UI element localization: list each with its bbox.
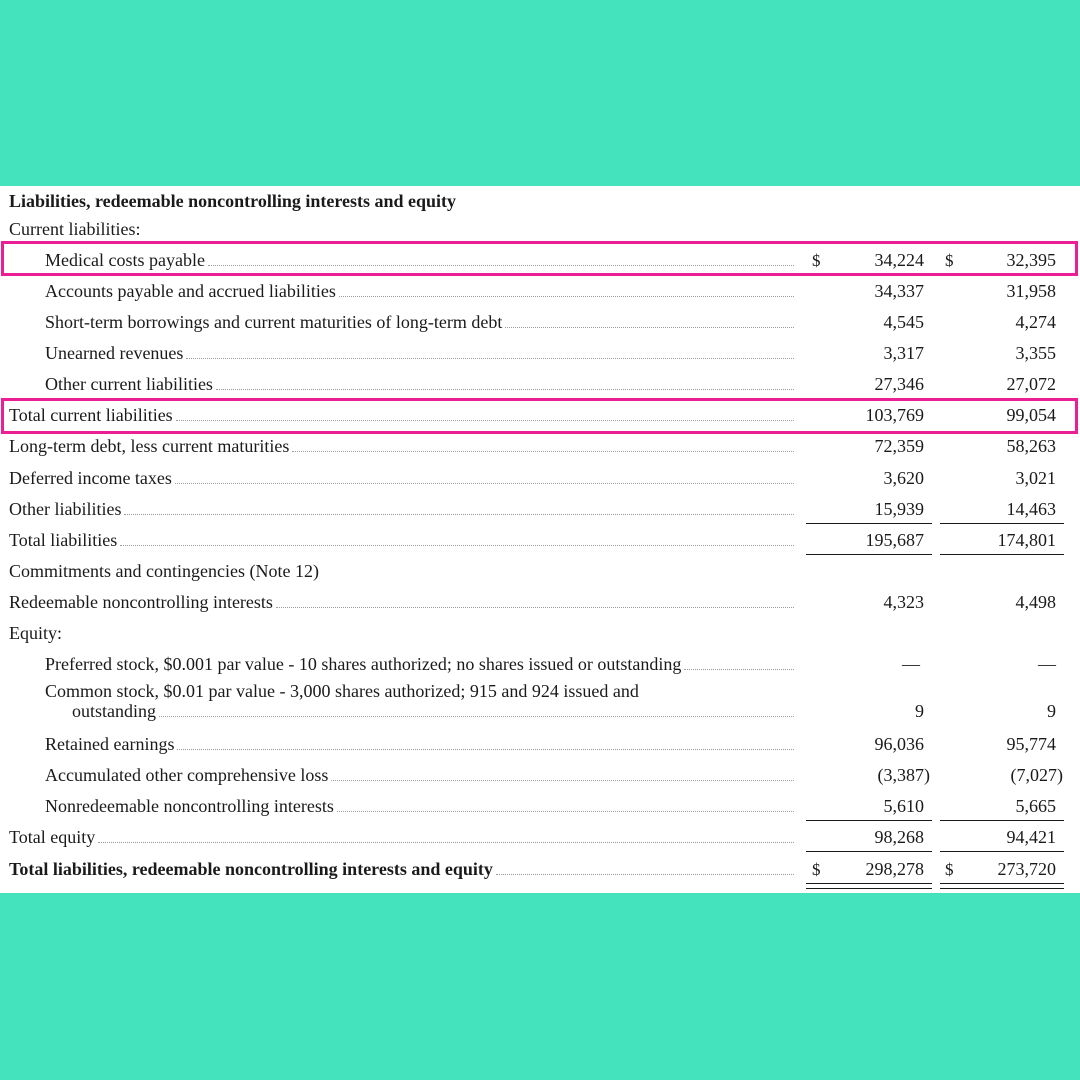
row-label: Accounts payable and accrued liabilities — [45, 281, 336, 301]
currency-symbol: $ — [812, 860, 821, 879]
equity-heading-row — [0, 618, 1080, 649]
value-2024: 15,939 — [874, 499, 924, 519]
value-2024: (3,387) — [877, 765, 930, 785]
leader-dots — [159, 716, 794, 717]
grand-total-double-rule — [940, 883, 1064, 889]
value-2023: 273,720 — [997, 859, 1056, 879]
row-label: Long-term debt, less current maturities — [9, 436, 290, 456]
row-label: Total equity — [9, 827, 96, 847]
row-label: Total current liabilities — [9, 405, 173, 425]
value-2024: 96,036 — [874, 734, 924, 754]
value-2023: 3,355 — [1015, 343, 1056, 363]
table-row-deferred-income-taxes — [0, 463, 1080, 494]
value-2023: 3,021 — [1015, 468, 1056, 488]
table-row-total-liabilities — [0, 525, 1080, 556]
currency-symbol: $ — [945, 251, 954, 270]
leader-dots — [496, 874, 794, 875]
row-label: Other current liabilities — [45, 374, 213, 394]
table-row-grand-total — [0, 854, 1080, 885]
leader-dots — [505, 327, 794, 328]
balance-sheet — [0, 186, 1080, 893]
value-2023: 94,421 — [1006, 827, 1056, 847]
value-2024: — — [902, 654, 920, 674]
subtotal-rule — [940, 523, 1064, 524]
value-2023: 31,958 — [1006, 281, 1056, 301]
value-2023: 174,801 — [997, 530, 1056, 550]
table-row-aoci — [0, 760, 1080, 791]
value-2024: 4,545 — [883, 312, 924, 332]
highlight-box-total-current-liabilities — [1, 398, 1078, 434]
row-label-line2: outstanding — [72, 700, 156, 721]
currency-symbol: $ — [812, 251, 821, 270]
leader-dots — [124, 514, 794, 515]
table-row-other-liabilities — [0, 494, 1080, 525]
value-2023: 4,498 — [1015, 592, 1056, 612]
leader-dots — [337, 811, 794, 812]
table-row-preferred-stock — [0, 649, 1080, 680]
leader-dots — [339, 296, 794, 297]
section-title: Liabilities, redeemable noncontrolling interests and equity — [9, 191, 457, 211]
value-2024: 4,323 — [883, 592, 924, 612]
value-2023: 9 — [1047, 701, 1056, 721]
row-label: Total liabilities, redeemable noncontrolling interests and equity — [9, 859, 493, 879]
value-2023: 27,072 — [1006, 374, 1056, 394]
subtotal-rule — [806, 851, 932, 852]
row-label: Other liabilities — [9, 499, 122, 519]
row-label: Commitments and contingencies (Note 12) — [9, 561, 319, 581]
row-label: Preferred stock, $0.001 par value - 10 shares authorized; no shares issued or outstanding — [45, 654, 682, 674]
table-row-total-equity — [0, 822, 1080, 853]
row-label: Unearned revenues — [45, 343, 184, 363]
value-2024: 3,317 — [883, 343, 924, 363]
value-2024: 3,620 — [883, 468, 924, 488]
table-row-other-current-liabilities — [0, 369, 1080, 400]
value-2024: 98,268 — [874, 827, 924, 847]
value-2023: 14,463 — [1006, 499, 1056, 519]
total-rule — [806, 554, 932, 555]
leader-dots — [331, 780, 794, 781]
row-label: Medical costs payable — [45, 250, 205, 270]
leader-dots — [684, 669, 794, 670]
leader-dots — [186, 358, 794, 359]
table-row-redeemable-nci — [0, 587, 1080, 618]
current-liabilities-heading: Current liabilities: — [9, 219, 141, 239]
leader-dots — [216, 389, 794, 390]
subtotal-rule — [806, 523, 932, 524]
value-2024: 5,610 — [883, 796, 924, 816]
leader-dots — [98, 842, 794, 843]
table-row-commitments — [0, 556, 1080, 587]
subtotal-rule — [806, 820, 932, 821]
value-2023: 32,395 — [1006, 250, 1056, 270]
value-2023: 95,774 — [1006, 734, 1056, 754]
subtotal-rule — [940, 851, 1064, 852]
grand-total-double-rule — [806, 883, 932, 889]
row-label: Total liabilities — [9, 530, 118, 550]
row-label: Short-term borrowings and current maturities of long-term debt — [45, 312, 503, 332]
value-2023: 4,274 — [1015, 312, 1056, 332]
row-label: Retained earnings — [45, 734, 175, 754]
row-label: Accumulated other comprehensive loss — [45, 765, 329, 785]
value-2023: 58,263 — [1006, 436, 1056, 456]
table-row-nonredeemable-nci — [0, 791, 1080, 822]
leader-dots — [292, 451, 794, 452]
section-title-row — [0, 186, 1080, 217]
value-2023: (7,027) — [1010, 765, 1063, 785]
value-2023: 5,665 — [1015, 796, 1056, 816]
value-2023: — — [1038, 654, 1056, 674]
table-row-short-term-borrowings — [0, 307, 1080, 338]
leader-dots — [276, 607, 794, 608]
table-row-long-term-debt — [0, 431, 1080, 462]
row-label-line1: Common stock, $0.01 par value - 3,000 shares authorized; 915 and 924 issued and — [45, 681, 639, 701]
row-label: Redeemable noncontrolling interests — [9, 592, 273, 612]
total-rule — [940, 554, 1064, 555]
value-2024: 103,769 — [865, 405, 924, 425]
table-row-accounts-payable — [0, 276, 1080, 307]
table-row-common-stock — [0, 680, 1080, 724]
leader-dots — [120, 545, 794, 546]
currency-symbol: $ — [945, 860, 954, 879]
value-2024: 195,687 — [865, 530, 924, 550]
value-2023: 99,054 — [1006, 405, 1056, 425]
value-2024: 72,359 — [874, 436, 924, 456]
table-row-unearned-revenues — [0, 338, 1080, 369]
leader-dots — [177, 749, 794, 750]
highlight-box-medical-costs — [1, 241, 1078, 276]
row-label: Nonredeemable noncontrolling interests — [45, 796, 334, 816]
value-2024: 27,346 — [874, 374, 924, 394]
equity-heading: Equity: — [9, 623, 62, 643]
subtotal-rule — [940, 820, 1064, 821]
value-2024: 298,278 — [865, 859, 924, 879]
value-2024: 34,337 — [874, 281, 924, 301]
row-label: Deferred income taxes — [9, 468, 172, 488]
leader-dots — [175, 483, 794, 484]
value-2024: 9 — [915, 701, 924, 721]
value-2024: 34,224 — [874, 250, 924, 270]
table-row-retained-earnings — [0, 729, 1080, 760]
